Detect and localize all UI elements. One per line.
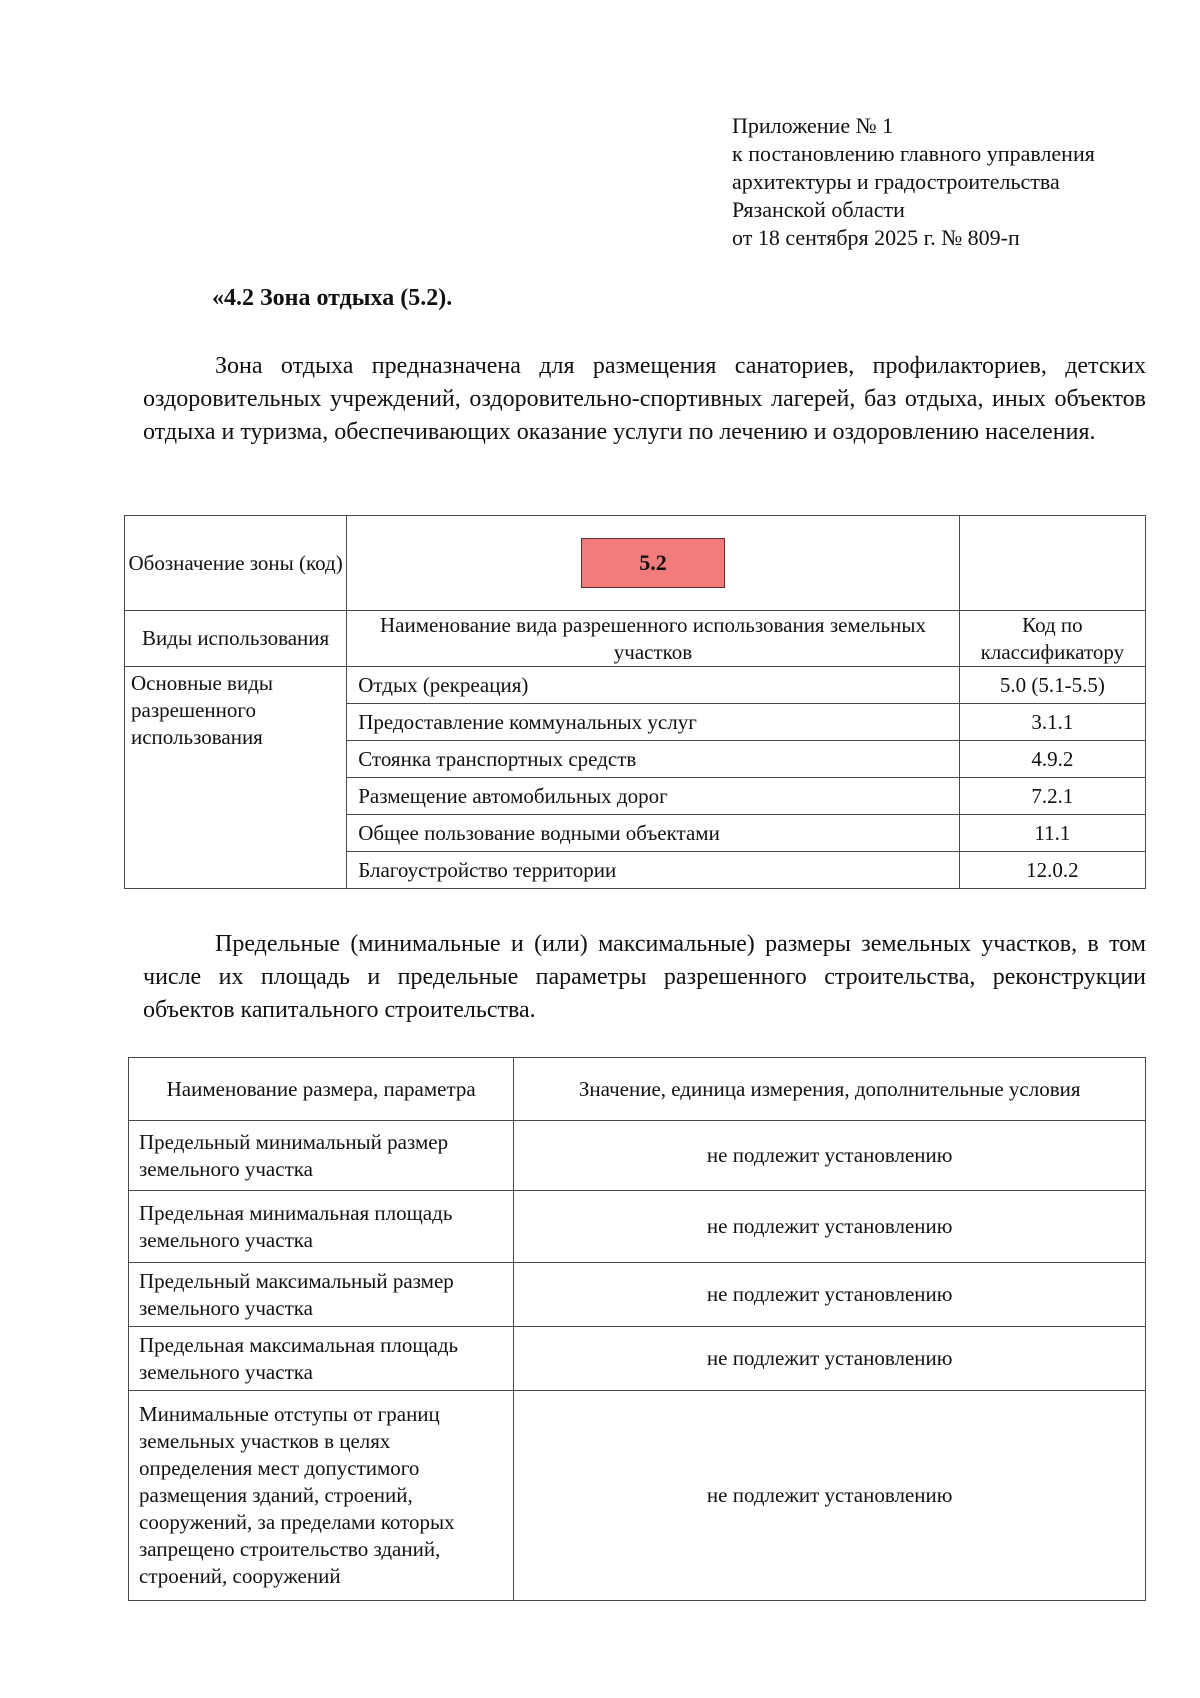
param-name: Предельный минимальный размер земельного участка [129,1121,514,1191]
column-header-name: Наименование вида разрешенного использования земельных участков [347,611,960,667]
use-group-label: Основные виды разрешенного использования [125,667,347,889]
appendix-line: Приложение № 1 [732,113,894,138]
section-heading: «4.2 Зона отдыха (5.2). [212,285,453,311]
table-row [125,667,1146,704]
param-value: не подлежит установлению [514,1327,1146,1391]
appendix-line: от 18 сентября 2025 г. № 809-п [732,225,1020,250]
zone-uses-table [124,515,1146,889]
param-name: Минимальные отступы от границ земельных участков в целях определения мест допустимого размещения зданий, строений, сооружений, за пределами которых запрещено строительство зданий, строений, сооружений [129,1391,514,1601]
section-intro-paragraph: Зона отдыха предназначена для размещения санаториев, профилакториев, детских оздоровительных учреждений, оздоровительно-спортивных лагерей, баз отдыха, иных объектов отдыха и туризма, обеспечивающих оказание услуги по лечению и оздоровлению населения. [143,353,1146,445]
table-row [129,1327,1146,1391]
table-row [129,1191,1146,1263]
param-value: не подлежит установлению [514,1263,1146,1327]
param-name: Предельный максимальный размер земельного участка [129,1263,514,1327]
zone-code-badge: 5.2 [581,538,725,588]
appendix-line: Рязанской области [732,197,905,222]
appendix-line: к постановлению главного управления [732,141,1095,166]
parameters-table [128,1057,1146,1601]
table-row [129,1263,1146,1327]
column-header-row [125,611,1146,667]
param-name: Предельная максимальная площадь земельного участка [129,1327,514,1391]
appendix-line: архитектуры и градостроительства [732,169,1060,194]
use-code: 7.2.1 [959,778,1145,815]
use-code: 11.1 [959,815,1145,852]
zone-label-cell: Обозначение зоны (код) [125,516,347,611]
column-header-kind: Виды использования [125,611,347,667]
zone-code-cell [347,516,960,611]
use-name: Предоставление коммунальных услуг [347,704,960,741]
use-code: 3.1.1 [959,704,1145,741]
appendix-block [732,112,1172,252]
use-name: Стоянка транспортных средств [347,741,960,778]
param-name: Предельная минимальная площадь земельного участка [129,1191,514,1263]
limits-intro-paragraph: Предельные (минимальные и (или) максимальные) размеры земельных участков, в том числе их площадь и предельные параметры разрешенного строительства, реконструкции объектов капитального строительства. [143,931,1146,1023]
use-code: 12.0.2 [959,852,1145,889]
use-name: Размещение автомобильных дорог [347,778,960,815]
zone-empty-cell [959,516,1145,611]
column-header-code: Код по классификатору [959,611,1145,667]
column-header-value: Значение, единица измерения, дополнительные условия [514,1058,1146,1121]
table-row [129,1391,1146,1601]
use-name: Отдых (рекреация) [347,667,960,704]
use-name: Благоустройство территории [347,852,960,889]
zone-header-row [125,516,1146,611]
param-value: не подлежит установлению [514,1391,1146,1601]
column-header-param: Наименование размера, параметра [129,1058,514,1121]
table-row [129,1121,1146,1191]
parameters-header-row [129,1058,1146,1121]
use-name: Общее пользование водными объектами [347,815,960,852]
use-code: 4.9.2 [959,741,1145,778]
use-code: 5.0 (5.1-5.5) [959,667,1145,704]
param-value: не подлежит установлению [514,1191,1146,1263]
param-value: не подлежит установлению [514,1121,1146,1191]
